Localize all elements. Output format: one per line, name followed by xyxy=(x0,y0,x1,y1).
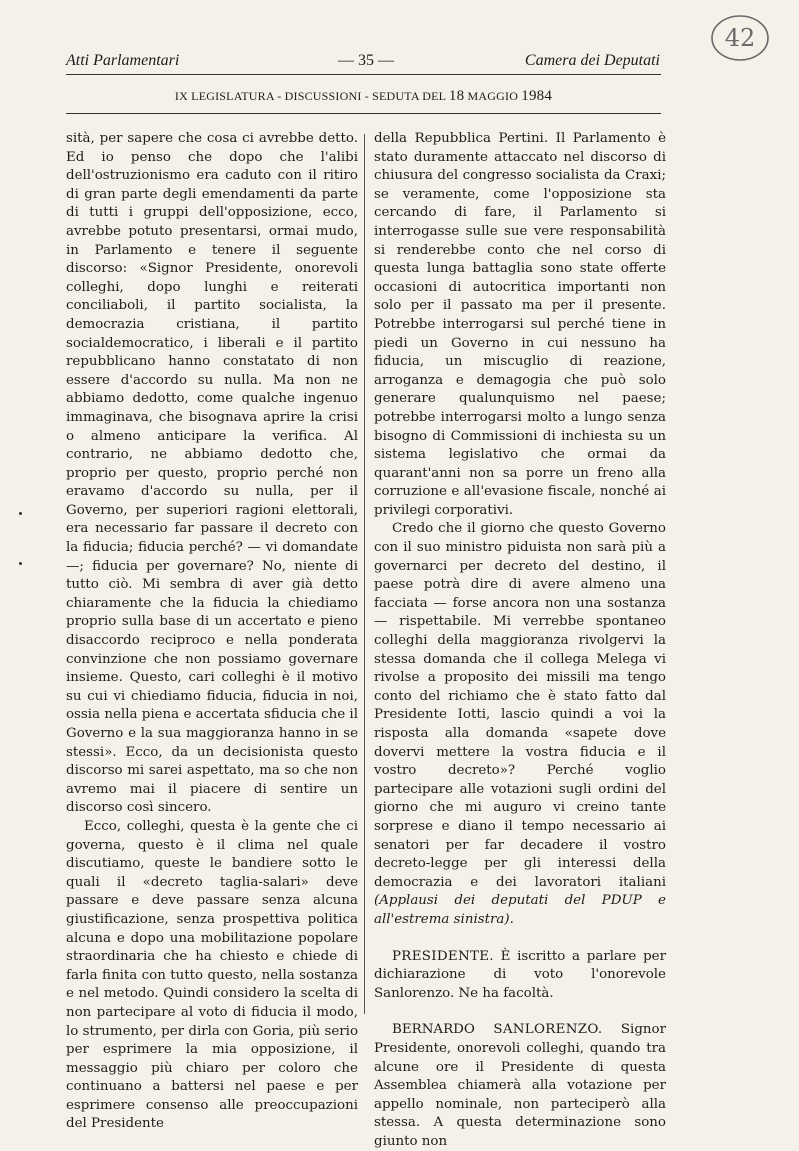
header-chamber: Camera dei Deputati xyxy=(524,52,660,69)
subheader-rule xyxy=(66,113,661,114)
speech-paragraph xyxy=(374,1021,666,1151)
handwritten-page-number-mark xyxy=(709,12,771,64)
paragraph xyxy=(374,520,666,929)
speaker-first-name: BERNARDO xyxy=(392,1022,475,1038)
column-divider xyxy=(364,134,365,1014)
header-page-number: — 35 — xyxy=(338,52,394,69)
margin-dot xyxy=(19,562,22,565)
session-year: 1984 xyxy=(521,88,553,104)
paragraph: sità, per sapere che cosa ci avrebbe detto. Ed io penso che dopo che l'alibi dell'ostruzionismo era caduto con il ritiro di gran parte degli emendamenti da parte di tutti i gruppi dell'opposizione, ecco, avrebbe potuto presentarsi, ormai mudo, in Parlamento e tenere il seguente discorso: «Signor Presidente, onorevoli colleghi, dopo lunghi e reiterati conciliaboli, il partito socialista, la democrazia cristiana, il partito socialdemocratico, i liberali e il partito repubblicano hanno constatato di non essere d'accordo su nulla. Ma non ne abbiamo dedotto, come qualche ingenuo immaginava, che bisognava aprire la crisi o almeno anticipare la verifica. Al contrario, ne abbiamo dedotto che, proprio per questo, proprio perché non eravamo d'accordo su nulla, per il Governo, per superiori ragioni elettorali, era necessario far passare il decreto con la fiducia; fiducia perché? — vi domandate —; fiducia per governare? No, niente di tutto ciò. Mi sembra di aver già detto chiaramente che la fiducia la chiediamo proprio sulla base di un accertato e pieno disaccordo reciproco e nella ponderata convinzione che non possiamo governare insieme. Questo, cari colleghi è il motivo su cui vi chiediamo fiducia, fiducia in noi, ossia nella piena e accertata sfiducia che il Governo e la sua maggioranza hanno in se stessi». Ecco, da un decisionista questo discorso mi sarei aspettato, ma so che non avremo mai il piacere di sentire un discorso così sincero. xyxy=(66,131,358,816)
session-month: MAGGIO xyxy=(467,89,519,103)
left-column xyxy=(66,130,358,1134)
speech-paragraph xyxy=(374,948,666,1004)
speaker-last-name: SANLORENZO. xyxy=(493,1022,603,1038)
right-column xyxy=(374,130,666,1151)
handwritten-number: 42 xyxy=(724,24,756,52)
speech-text: Signor Presidente, onorevoli colleghi, quando tra alcune ore il Presidente di questa Assemblea chiamerà alla votazione per appello nominale, non parteciperò alla stessa. A questa determinazione sono giunto non xyxy=(374,1022,666,1149)
header-rule xyxy=(66,74,661,75)
speaker-name: PRESIDENTE. xyxy=(392,948,494,964)
session-day: 18 xyxy=(448,88,465,104)
header-publication: Atti Parlamentari xyxy=(66,52,180,69)
margin-dot xyxy=(19,512,22,515)
paragraph: della Repubblica Pertini. Il Parlamento è stato duramente attaccato nel discorso di chiusura del congresso socialista da Craxi; se veramente, come l'opposizione sta cercando di fare, il Parlamento si interrogasse sulle sue vere responsabilità si renderebbe conto che nel corso di questa lunga battaglia sono state offerte occasioni di autocritica importanti non solo per il passato ma per il presente. Potrebbe interrogarsi sul perché tiene in piedi un Governo in cui nessuno ha fiducia, un miscuglio di reazione, arroganza e demagogia che può solo generare qualunquismo nel paese; potrebbe interrogarsi molto a lungo senza bisogno di Commissioni di inchiesta su un sistema legislativo che ormai da quarant'anni non sa porre un freno alla corruzione e all'evasione fiscale, nonché ai privilegi corporativi. xyxy=(374,131,666,518)
speech-text: È iscritto a parlare per dichiarazione di voto l'onorevole Sanlorenzo. Ne ha facoltà. xyxy=(374,948,666,1001)
session-prefix: IX LEGISLATURA - DISCUSSIONI - SEDUTA DEL xyxy=(174,89,446,103)
applause-note: (Applausi dei deputati del PDUP e all'estrema sinistra). xyxy=(374,893,666,927)
paragraph-text: Credo che il giorno che questo Governo con il suo ministro piduista non sarà più a governarci per decreto del destino, il paese potrà dire di avere almeno una facciata — forse ancora non una sostanza — rispettabile. Mi verrebbe spontaneo colleghi della maggioranza rivolgervi la stessa domanda che il collega Melega vi rivolse a proposito dei missili ma tengo conto del richiamo che è stato fatto dal Presidente Iotti, lascio quindi a voi la risposta alla domanda «sapete dove dovervi mettere la vostra fiducia e il vostro decreto»? Perché voglio partecipare alle votazioni sugli ordini del giorno che mi auguro vi creino tante sorprese e diano il tempo necessario ai senatori per far decadere il vostro decreto-legge per gli interessi della democrazia e dei lavoratori italiani xyxy=(374,521,666,890)
session-subheader xyxy=(66,88,661,104)
paragraph: Ecco, colleghi, questa è la gente che ci governa, questo è il clima nel quale discutiamo, queste le bandiere sotto le quali il «decreto taglia-salari» deve passare e deve passare senza alcuna giustificazione, senza prospettiva politica alcuna e dopo una mobilitazione popolare straordinaria che ha chiesto e chiede di farla finita con tutto questo, nella sostanza e nel metodo. Quindi considero la scelta di non partecipare al voto di fiducia il modo, lo strumento, per dirla con Goria, più serio per esprimere la mia opposizione, il messaggio più chiaro per coloro che continuano a battersi nel paese e per esprimere consenso alle preoccupazioni del Presidente xyxy=(66,818,358,1132)
